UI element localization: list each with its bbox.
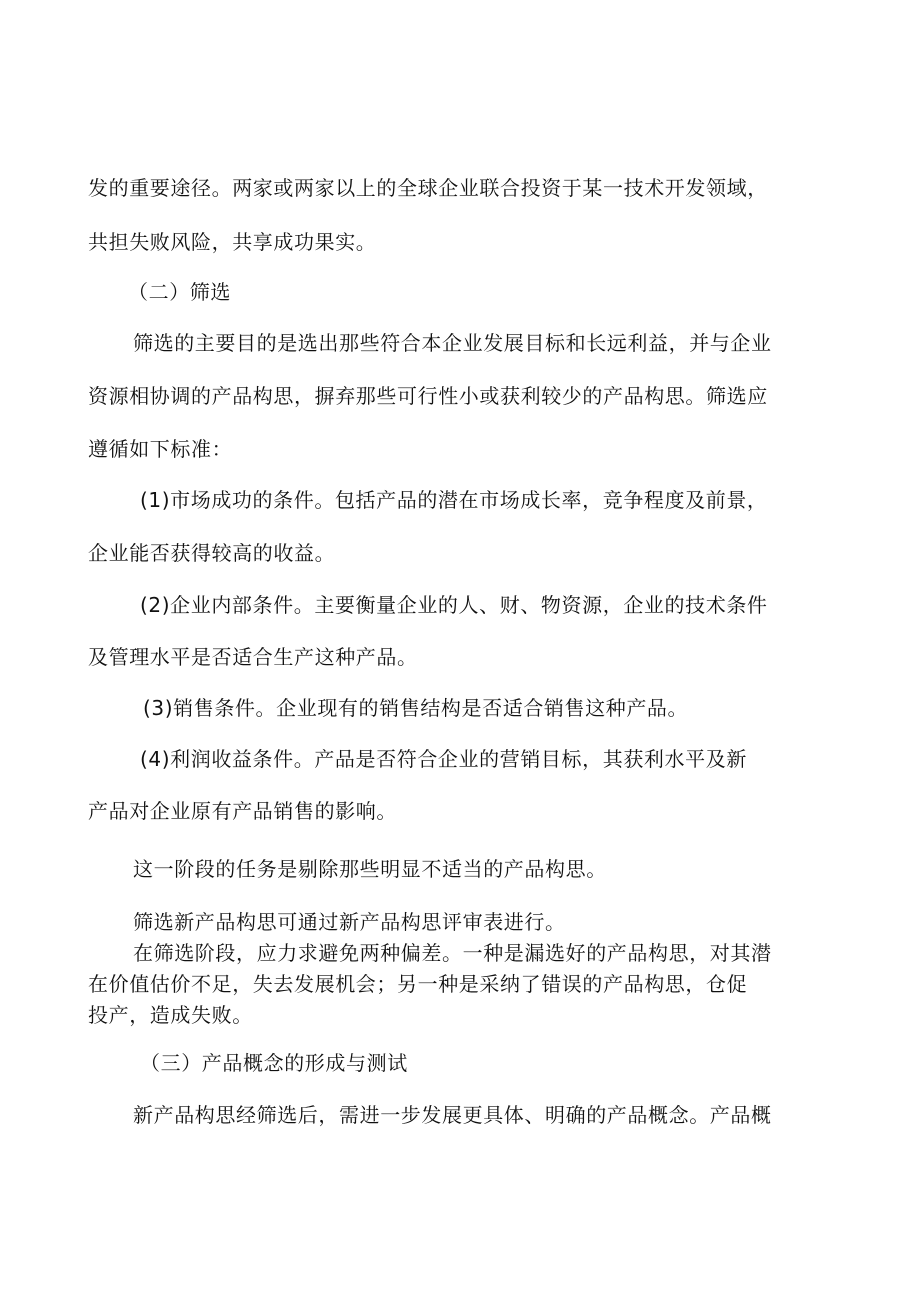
criterion-1-line-2: 企业能否获得较高的收益。	[88, 541, 336, 565]
section-heading-screening: （二）筛选	[128, 280, 231, 304]
criterion-2-line-1: (2)企业内部条件。主要衡量企业的人、财、物资源，企业的技术条件	[140, 593, 768, 617]
section-heading-concept: （三）产品概念的形成与测试	[140, 1051, 408, 1075]
criterion-4-line-2: 产品对企业原有产品销售的影响。	[88, 799, 397, 823]
paragraph-3: 这一阶段的任务是剔除那些明显不适当的产品构思。	[133, 857, 607, 881]
paragraph-6: 新产品构思经筛选后，需进一步发展更具体、明确的产品概念。产品概	[133, 1103, 772, 1127]
criterion-4-line-1: (4)利润收益条件。产品是否符合企业的营销目标，其获利水平及新	[140, 747, 747, 771]
paragraph-5-line-3: 投产，造成失败。	[88, 1003, 253, 1027]
paragraph-1-line-1: 发的重要途径。两家或两家以上的全球企业联合投资于某一技术开发领域，	[88, 176, 768, 200]
paragraph-4: 筛选新产品构思可通过新产品构思评审表进行。	[133, 910, 566, 934]
paragraph-1-line-2: 共担失败风险，共享成功果实。	[88, 230, 377, 254]
paragraph-5-line-2: 在价值估价不足，失去发展机会；另一种是采纳了错误的产品构思，仓促	[88, 972, 748, 996]
paragraph-5-line-1: 在筛选阶段，应力求避免两种偏差。一种是漏选好的产品构思，对其潜	[133, 941, 772, 965]
paragraph-2-line-2: 资源相协调的产品构思，摒弃那些可行性小或获利较少的产品构思。筛选应	[88, 384, 768, 408]
criterion-2-line-2: 及管理水平是否适合生产这种产品。	[88, 645, 418, 669]
criterion-1-line-1: (1)市场成功的条件。包括产品的潜在市场成长率，竞争程度及前景，	[140, 488, 768, 512]
criterion-3-line-1: (3)销售条件。企业现有的销售结构是否适合销售这种产品。	[143, 696, 689, 720]
paragraph-2-line-1: 筛选的主要目的是选出那些符合本企业发展目标和长远利益，并与企业	[133, 331, 772, 355]
paragraph-2-line-3: 遵循如下标准：	[88, 437, 233, 461]
